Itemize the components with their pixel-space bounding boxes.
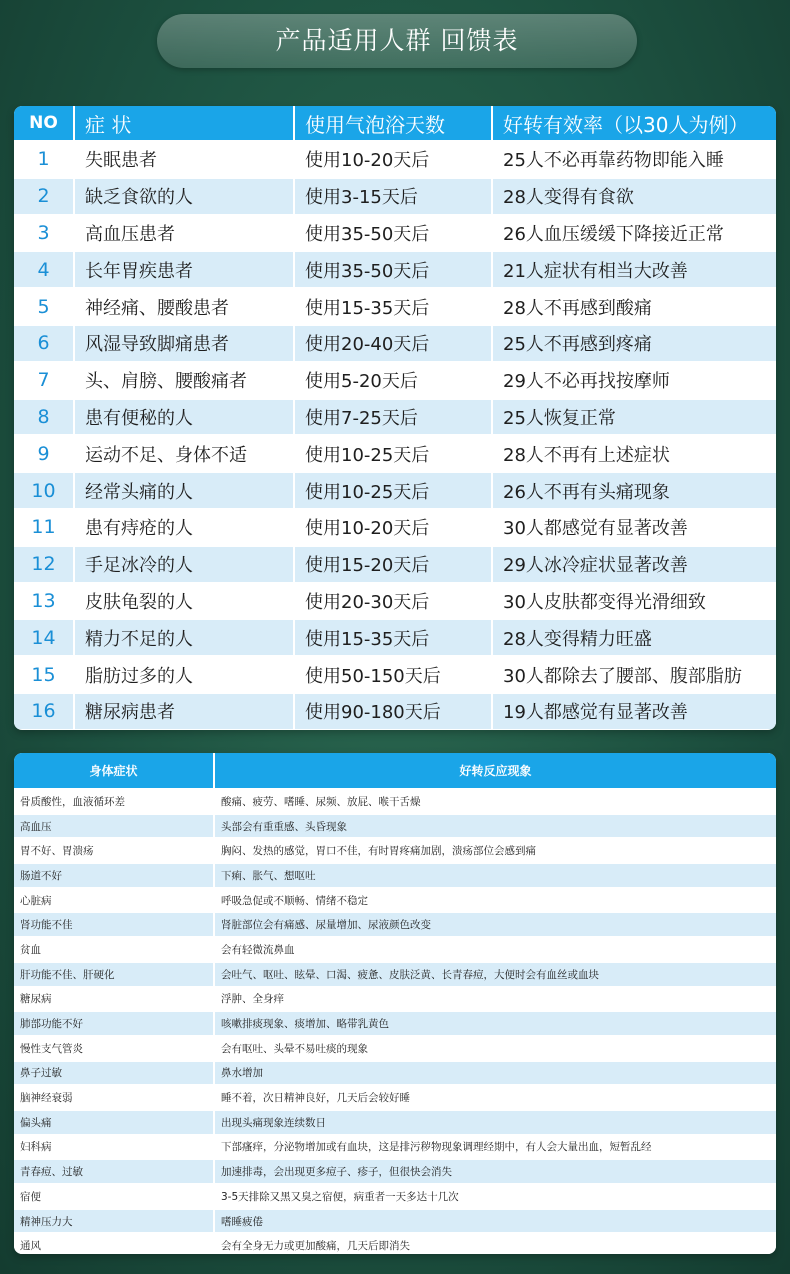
reaction-cell: 鼻水增加 [214,1061,776,1086]
table-row [14,1184,776,1209]
row-number: 13 [14,583,74,620]
usage-feedback-table-card [14,106,776,730]
table-row [14,1085,776,1110]
row-number: 2 [14,178,74,215]
days-cell: 使用3-15天后 [294,178,492,215]
body-symptom-cell: 贫血 [14,937,214,962]
reaction-cell: 3-5天排除又黑又臭之宿便，病重者一天多达十几次 [214,1184,776,1209]
table-row [14,619,776,656]
symptom-cell: 精力不足的人 [74,619,294,656]
row-number: 7 [14,362,74,399]
rate-cell: 29人冰冷症状显著改善 [492,546,776,583]
table-row [14,937,776,962]
body-symptom-cell: 肝功能不佳、肝硬化 [14,962,214,987]
body-symptom-cell: 通风 [14,1233,214,1254]
table-row [14,435,776,472]
rate-cell: 28人变得有食欲 [492,178,776,215]
table-header-row [14,753,776,789]
table-row [14,1036,776,1061]
symptom-cell: 患有便秘的人 [74,399,294,436]
reaction-cell: 睡不着，次日精神良好，几天后会较好睡 [214,1085,776,1110]
table-row [14,693,776,729]
rate-cell: 25人不必再靠药物即能入睡 [492,141,776,178]
reaction-table [14,753,776,1254]
row-number: 15 [14,656,74,693]
rate-cell: 28人不再感到酸痛 [492,288,776,325]
days-cell: 使用15-35天后 [294,288,492,325]
reaction-cell: 肾脏部位会有痛感、尿量增加、尿液颜色改变 [214,912,776,937]
table-row [14,141,776,178]
reaction-cell: 下部瘙痒，分泌物增加或有血块，这是排污秽物现象调理经期中，有人会大量出血，短暂乱经 [214,1135,776,1160]
header-body-symptom: 身体症状 [14,753,214,789]
table-row [14,178,776,215]
table-row [14,1135,776,1160]
row-number: 5 [14,288,74,325]
days-cell: 使用20-30天后 [294,583,492,620]
table-row [14,1110,776,1135]
symptom-cell: 运动不足、身体不适 [74,435,294,472]
symptom-cell: 长年胃疾患者 [74,251,294,288]
reaction-cell: 下痢、胀气、想呕吐 [214,863,776,888]
table-row [14,1233,776,1254]
table-header-row [14,106,776,141]
reaction-cell: 咳嗽排痰现象、痰增加、略带乳黄色 [214,1011,776,1036]
rate-cell: 25人不再感到疼痛 [492,325,776,362]
rate-cell: 30人皮肤都变得光滑细致 [492,583,776,620]
reaction-cell: 头部会有重重感、头昏现象 [214,814,776,839]
table-row [14,1209,776,1234]
days-cell: 使用15-20天后 [294,546,492,583]
table-row [14,863,776,888]
row-number: 6 [14,325,74,362]
table-row [14,1159,776,1184]
body-symptom-cell: 慢性支气管炎 [14,1036,214,1061]
reaction-cell: 会有轻微流鼻血 [214,937,776,962]
reaction-cell: 浮肿、全身痒 [214,987,776,1012]
rate-cell: 21人症状有相当大改善 [492,251,776,288]
reaction-cell: 会有全身无力或更加酸痛，几天后即消失 [214,1233,776,1254]
row-number: 3 [14,215,74,252]
days-cell: 使用35-50天后 [294,251,492,288]
table-row [14,251,776,288]
rate-cell: 26人不再有头痛现象 [492,472,776,509]
table-row [14,838,776,863]
row-number: 1 [14,141,74,178]
table-row [14,362,776,399]
table-row [14,325,776,362]
rate-cell: 19人都感觉有显著改善 [492,693,776,729]
table-row [14,814,776,839]
body-symptom-cell: 偏头痛 [14,1110,214,1135]
header-reaction: 好转反应现象 [214,753,776,789]
days-cell: 使用50-150天后 [294,656,492,693]
reaction-cell: 会吐气、呕吐、眩晕、口渴、疲惫、皮肤泛黄、长青春痘，大便时会有血丝或血块 [214,962,776,987]
days-cell: 使用35-50天后 [294,215,492,252]
body-symptom-cell: 鼻子过敏 [14,1061,214,1086]
body-symptom-cell: 胃不好、胃溃疡 [14,838,214,863]
days-cell: 使用20-40天后 [294,325,492,362]
header-symptom: 症 状 [74,106,294,141]
days-cell: 使用10-20天后 [294,509,492,546]
symptom-cell: 失眠患者 [74,141,294,178]
table-row [14,912,776,937]
row-number: 4 [14,251,74,288]
table-row [14,1011,776,1036]
rate-cell: 29人不必再找按摩师 [492,362,776,399]
symptom-cell: 神经痛、腰酸患者 [74,288,294,325]
days-cell: 使用10-25天后 [294,435,492,472]
symptom-cell: 手足冰冷的人 [74,546,294,583]
table-row [14,546,776,583]
symptom-cell: 风湿导致脚痛患者 [74,325,294,362]
row-number: 8 [14,399,74,436]
symptom-cell: 头、肩膀、腰酸痛者 [74,362,294,399]
symptom-cell: 糖尿病患者 [74,693,294,729]
header-days: 使用气泡浴天数 [294,106,492,141]
header-no: NO [14,106,74,141]
reaction-cell: 酸痛、疲劳、嗜睡、尿频、放屁、喉干舌燥 [214,789,776,814]
days-cell: 使用5-20天后 [294,362,492,399]
table-row [14,987,776,1012]
symptom-cell: 高血压患者 [74,215,294,252]
row-number: 10 [14,472,74,509]
reaction-cell: 嗜睡疲倦 [214,1209,776,1234]
table-row [14,288,776,325]
reaction-table-card [14,753,776,1254]
rate-cell: 25人恢复正常 [492,399,776,436]
page-title: 产品适用人群 回馈表 [157,14,637,68]
table-row [14,509,776,546]
table-row [14,472,776,509]
rate-cell: 28人不再有上述症状 [492,435,776,472]
body-symptom-cell: 高血压 [14,814,214,839]
table-row [14,399,776,436]
table-row [14,583,776,620]
body-symptom-cell: 心脏病 [14,888,214,913]
days-cell: 使用7-25天后 [294,399,492,436]
reaction-cell: 出现头痛现象连续数日 [214,1110,776,1135]
body-symptom-cell: 青春痘、过敏 [14,1159,214,1184]
table-row [14,888,776,913]
body-symptom-cell: 精神压力大 [14,1209,214,1234]
rate-cell: 28人变得精力旺盛 [492,619,776,656]
body-symptom-cell: 肠道不好 [14,863,214,888]
reaction-cell: 呼吸急促或不顺畅、情绪不稳定 [214,888,776,913]
body-symptom-cell: 脑神经衰弱 [14,1085,214,1110]
days-cell: 使用10-20天后 [294,141,492,178]
symptom-cell: 脂肪过多的人 [74,656,294,693]
body-symptom-cell: 妇科病 [14,1135,214,1160]
body-symptom-cell: 骨质酸性，血液循环差 [14,789,214,814]
body-symptom-cell: 肺部功能不好 [14,1011,214,1036]
row-number: 9 [14,435,74,472]
row-number: 11 [14,509,74,546]
row-number: 16 [14,693,74,729]
table-row [14,962,776,987]
reaction-cell: 胸闷、发热的感觉，胃口不佳，有时胃疼痛加剧，溃疡部位会感到痛 [214,838,776,863]
rate-cell: 26人血压缓缓下降接近正常 [492,215,776,252]
body-symptom-cell: 宿便 [14,1184,214,1209]
symptom-cell: 经常头痛的人 [74,472,294,509]
row-number: 14 [14,619,74,656]
table-row [14,1061,776,1086]
table-row [14,215,776,252]
days-cell: 使用10-25天后 [294,472,492,509]
days-cell: 使用90-180天后 [294,693,492,729]
symptom-cell: 缺乏食欲的人 [74,178,294,215]
reaction-cell: 加速排毒，会出现更多痘子、疹子，但很快会消失 [214,1159,776,1184]
row-number: 12 [14,546,74,583]
table-row [14,789,776,814]
body-symptom-cell: 肾功能不佳 [14,912,214,937]
usage-feedback-table [14,106,776,729]
symptom-cell: 皮肤龟裂的人 [74,583,294,620]
reaction-cell: 会有呕吐、头晕不易吐痰的现象 [214,1036,776,1061]
symptom-cell: 患有痔疮的人 [74,509,294,546]
body-symptom-cell: 糖尿病 [14,987,214,1012]
rate-cell: 30人都除去了腰部、腹部脂肪 [492,656,776,693]
rate-cell: 30人都感觉有显著改善 [492,509,776,546]
header-rate: 好转有效率（以30人为例） [492,106,776,141]
table-row [14,656,776,693]
days-cell: 使用15-35天后 [294,619,492,656]
